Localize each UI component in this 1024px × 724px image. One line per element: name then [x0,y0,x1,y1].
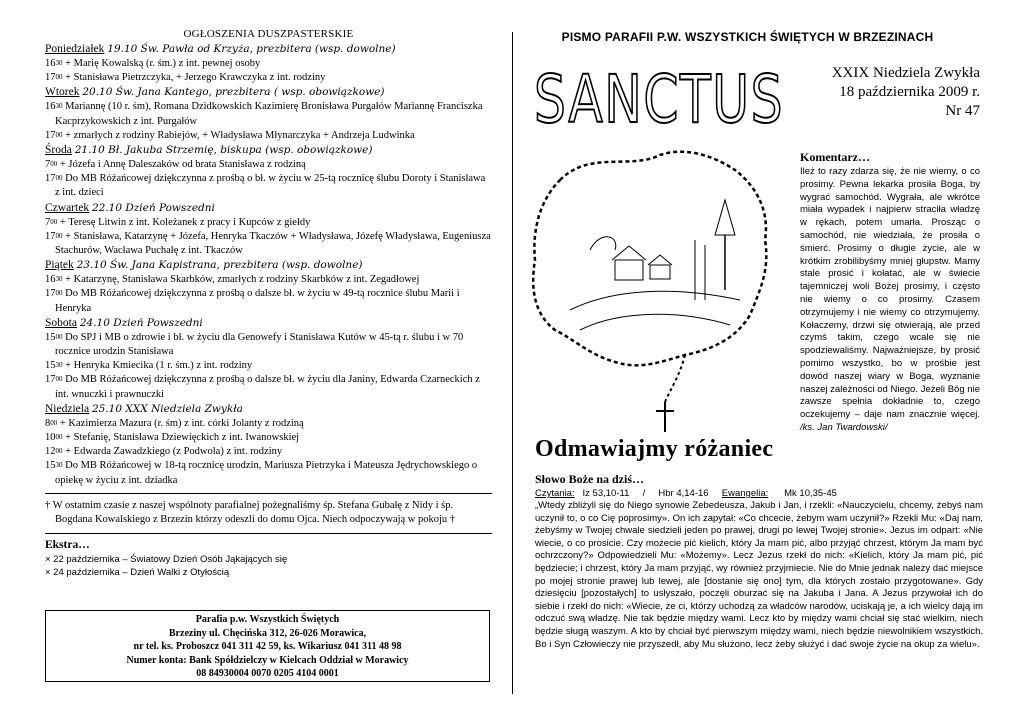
mass-intention [45,100,492,128]
issue-date: 18 października 2009 r. [839,84,980,100]
mass-intention [45,129,492,143]
divider-line [45,493,492,494]
parish-contact-box [45,610,490,682]
logo-text: SANCTUS [534,61,784,138]
mass-minutes: 00 [55,231,63,240]
mass-hour: 16 [45,58,56,69]
mass-intention [45,287,492,315]
mass-intention [45,230,492,258]
readings-line [535,488,985,501]
newsletter-header: PISMO PARAFII P.W. WSZYSTKICH ŚWIĘTYCH W BRZEZINACH [561,30,934,44]
mass-text: + Stanisława, Katarzynę + Józefa, Henryka Tkaczów + Władysława, Józefę Władysława, Eugeniusza Stachurów, Wacława Puchałę z int. Tkaczów [55,230,491,257]
mass-minutes: 00 [50,418,58,427]
mass-hour: 15 [45,331,56,343]
ekstra-item: × 22 października – Światowy Dzień Osób Jąkających się [45,553,288,565]
mass-intention [45,373,492,401]
announcements-column [45,28,492,579]
contact-line: Brzeziny ul. Chęcińska 312, 26-026 Morawica, [168,627,367,639]
reading-ref: Hbr 4,14-16 [658,488,709,499]
mass-hour: 17 [45,129,56,141]
mass-minutes: 00 [55,375,63,384]
mass-schedule [45,42,492,488]
mass-intention [45,216,492,230]
day-liturgy: 25.10 XXX Niedziela Zwykła [91,402,243,415]
gospel-label: Ewangelia: [721,488,769,499]
mass-text: Do MB Różańcowej dziękczynna z prośbą o bł. w życiu w 25-tą rocznicę ślubu Doroty i Stanisława z int. dzieci [55,173,486,199]
mass-hour: 15 [45,460,56,472]
mass-hour: 17 [45,288,56,300]
day-liturgy: 22.10 Dzień Powszedni [91,201,215,214]
gospel-text: „Wtedy zbliżyli się do Niego synowie Zebedeusza, Jakub i Jan, i rzekli: «Nauczycielu, chcemy, żebyś nam uczynił to, o co Cię poprosimy». On ich zapytał: «Co chcecie, żebym wam uczynił?» Rzekli Mu: «Daj nam, żebyśmy w Twojej chwale siedzieli jeden po prawej, drugi po lewej Twojej stronie». Jezus im odpart: «Nie wiecie, o co prosicie. Czy możecie pić kielich, który Ja mam pić, albo przyjąć chrzest, którym Ja mam być ochrzczony?» Odpowiedzieli Mu: «Możemy». Lecz Jezus rzekł do nich: «Kielich, który Ja mam pić, pić będziecie; i chrzest, który Ja mam przyjąć, wy również przyjmiecie. Nie do Mnie jednak należy dać miejsce po mojej stronie prawej lub lewej, ale [dostanie się ono] tym, dla których zostało przygotowane». Gdy dziesięciu [pozostałych] to usłyszało, poczęli oburzać się na Jakuba i Jana. A Jezus przywołał ich do siebie i rzekł do nich: «Wiecie, że ci, którzy uchodzą za władców narodów, uciskają je, a ich wielcy dają im odczuć swą władzę. Nie tak będzie między wami. Lecz kto by między wami chciał się stać wielkim, niech będzie sługą waszym. A kto by chciał być pierwszym między wami, niech będzie niewolnikiem wszystkich. Bo i Syn Człowieczy nie przyszedł, aby Mu służono, lecz żeby służyć i dać swoje życie na okup za wielu». [535,500,983,650]
mass-intention [45,417,492,431]
mass-intention [45,359,492,373]
mass-text: + Edwarda Zawadzkiego (z Podwola) z int. rodziny [62,446,283,458]
mass-text: Do MB Różańcowej w 18-tą rocznicę urodzin, Mariusza Pietrzyka i Mateusza Jędrychowskiego o opiekę w życiu z int. dziadka [55,460,478,486]
day-heading [45,143,492,158]
column-divider [512,32,513,694]
mass-minutes: 30 [55,102,63,111]
mass-intention [45,57,492,71]
main-title: Odmawiajmy różaniec [535,436,774,462]
day-name: Środa [45,144,72,157]
mass-intention [45,273,492,287]
mass-minutes: 00 [50,217,58,226]
rosary-map-illustration [520,140,782,440]
mass-minutes: 30 [55,59,63,67]
reading-ref: Iz 53,10-11 [582,488,630,499]
mass-text: + zmarłych z rodziny Rabiejów, + Władysława Młynarczyka + Andrzeja Ludwinka [62,129,415,141]
mass-hour: 12 [45,446,56,458]
mass-hour: 16 [45,274,56,286]
day-name: Wtorek [45,86,80,99]
mass-intention [45,158,492,172]
mass-intention [45,71,492,85]
mass-intention [45,431,492,445]
day-name: Piątek [45,259,74,272]
divider-line [45,533,492,534]
mass-minutes: 00 [55,73,63,82]
mass-hour: 10 [45,432,56,444]
mass-intention [45,331,492,359]
obituary-note: † W ostatnim czasie z naszej wspólnoty parafialnej pożegnaliśmy śp. Stefana Gubałę z Nidy i śp. Bogdana Kowalskiego z Brzezin którzy odeszli do domu Ojca. Niech odpoczywają w pokoju † [45,499,456,526]
day-heading [45,316,492,331]
mass-text: + Stefanię, Stanisława Dziewięckich z int. Iwanowskiej [62,432,300,444]
day-liturgy: 20.10 Św. Jana Kantego, prezbitera ( wsp. obowiązkowe) [82,86,385,99]
day-liturgy: 23.10 Św. Jana Kapistrana, prezbitera (wsp. dowolne) [76,259,363,272]
mass-text: + Katarzynę, Stanisława Skarbków, zmarłych z rodziny Skarbków z int. Zegadłowej [62,274,420,286]
word-of-god-heading: Słowo Boże na dziś… [535,472,645,486]
contact-line: nr tel. ks. Proboszcz 041 311 42 59, ks. Wikariusz 041 311 48 98 [133,641,402,652]
mass-text: + Marię Kowalską (r. śm.) z int. pewnej osoby [62,58,261,69]
mass-intention [45,445,492,459]
mass-intention [45,459,492,487]
announcements-title: OGŁOSZENIA DUSZPASTERSKIE [183,28,354,40]
mass-hour: 15 [45,360,56,372]
day-name: Czwartek [45,201,90,214]
contact-line: Parafia p.w. Wszystkich Świętych [195,614,340,625]
day-heading [45,42,492,57]
reading-separator: / [642,488,646,499]
mass-minutes: 00 [55,289,63,298]
day-name: Niedziela [45,402,90,415]
mass-minutes: 00 [50,160,58,169]
mass-text: Do MB Różańcowej dziękczynna z prośbą o dalsze bł. w życiu dla Janiny, Edwarda Czarneckich z int. wnuczki i prawnuczki [55,374,480,400]
day-name: Poniedziałek [45,43,105,55]
day-heading [45,201,492,216]
mass-text: + Henryka Kmiecika (1 r. śm.) z int. rodziny [62,360,253,372]
issue-info [770,64,980,121]
mass-text: + Kazimierza Mazura (r. śm) z int. córki Jolanty z rodziną [57,417,304,429]
mass-minutes: 30 [55,361,63,370]
mass-text: + Józefa i Annę Daleszaków od brata Stanisława z rodziną [57,159,306,171]
mass-text: + Stanisława Pietrzczyka, + Jerzego Krawczyka z int. rodziny [62,72,326,84]
issue-number: Nr 47 [945,103,980,119]
sanctus-logo [530,52,790,142]
mass-minutes: 00 [55,332,63,341]
comment-signature: /ks. Jan Twardowski/ [800,421,888,433]
day-heading [45,402,492,417]
comment-heading: Komentarz… [800,150,870,164]
day-liturgy: 24.10 Dzień Powszedni [79,316,203,329]
comment-text: Ileż to razy zdarza się, że nie wiemy, o co prosimy. Pewna lekarka prosiła Boga, by wygrać samochód. Wygrała, ale wkrótce miała wypadek i najpierw straciła władzę w rękach, potem umarła. Prosząc o samochód, nie wiedziała, że prosiła o śmierć. Prosimy o długie życie, ale w krótkim zrobilibyśmy mniej głupstw. Mamy stale prosić i kołatać, ale w świecie tajemniczej woli Bożej prosimy, i często nie wiemy o co prosimy. Czasem otrzymujemy i nie wiemy co otrzymujemy. Kołaczemy, drzwi się otwierają, ale przed czymś takim, czego wcale się nie spodziewaliśmy. Najważniejsze, by prosić pomimo wszystko, bo w prośbie jest dowód naszej wiary w Boga, wyznanie naszej zależności od Niego. Jeżeli Bóg nie zawsze spełnia dokładnie to, czego oczekujemy – daje nam znacznie więcej. [800,166,980,421]
day-name: Sobota [45,316,77,329]
mass-hour: 7 [45,159,51,171]
mass-text: Do SPJ i MB o zdrowie i bł. w życiu dla Genowefy i Stanisława Kutów w 45-tą r. ślubu i w 70 rocznice urodzin Stanisława [55,331,464,358]
comment-body [800,166,980,435]
day-liturgy: 21.10 Bł. Jakuba Strzemię, biskupa (wsp. obowiązkowe) [74,144,373,157]
readings-label: Czytania: [535,488,575,499]
day-liturgy: 19.10 Św. Pawła od Krzyża, prezbitera (wsp. dowolne) [107,43,396,55]
issue-sunday: XXIX Niedziela Zwykła [831,65,980,81]
mass-text: Mariannę (10 r. śm), Romana Dzidkowskich Kazimierę Bronisława Purgałów Mariannę Franciszka Kacprzykowskich z int. Purgałów [55,101,483,127]
mass-hour: 17 [45,230,56,242]
mass-hour: 16 [45,101,56,113]
gospel-ref: Mk 10,35-45 [784,488,837,499]
rosary-illustration [520,140,782,440]
mass-hour: 8 [45,417,51,429]
mass-minutes: 00 [55,447,63,456]
mass-text: + Teresę Litwin z int. Koleżanek z pracy i Kupców z giełdy [57,216,311,228]
day-heading [45,258,492,273]
mass-minutes: 00 [55,174,63,183]
ekstra-item: × 24 października – Dzień Walki z Otyłością [45,566,230,578]
ekstra-heading: Ekstra… [45,538,90,551]
mass-minutes: 30 [55,461,63,470]
sanctus-logo-graphic [530,52,790,142]
mass-intention [45,172,492,200]
mass-hour: 7 [45,216,51,228]
mass-minutes: 30 [55,275,63,284]
mass-hour: 17 [45,72,56,84]
contact-line: 08 84930004 0070 0205 4104 0001 [196,668,339,679]
mass-minutes: 00 [55,433,63,442]
mass-minutes: 00 [55,130,63,139]
mass-hour: 17 [45,374,56,386]
contact-line: Numer konta: Bank Spółdzielczy w Kielcach Oddział w Morawicy [126,654,409,666]
mass-text: Do MB Różańcowej dziękczynna z prośbą o dalsze bł. w życiu w 49-tą rocznice ślubu Marii i Henryka [55,288,460,314]
day-heading [45,85,492,100]
mass-hour: 17 [45,173,56,185]
